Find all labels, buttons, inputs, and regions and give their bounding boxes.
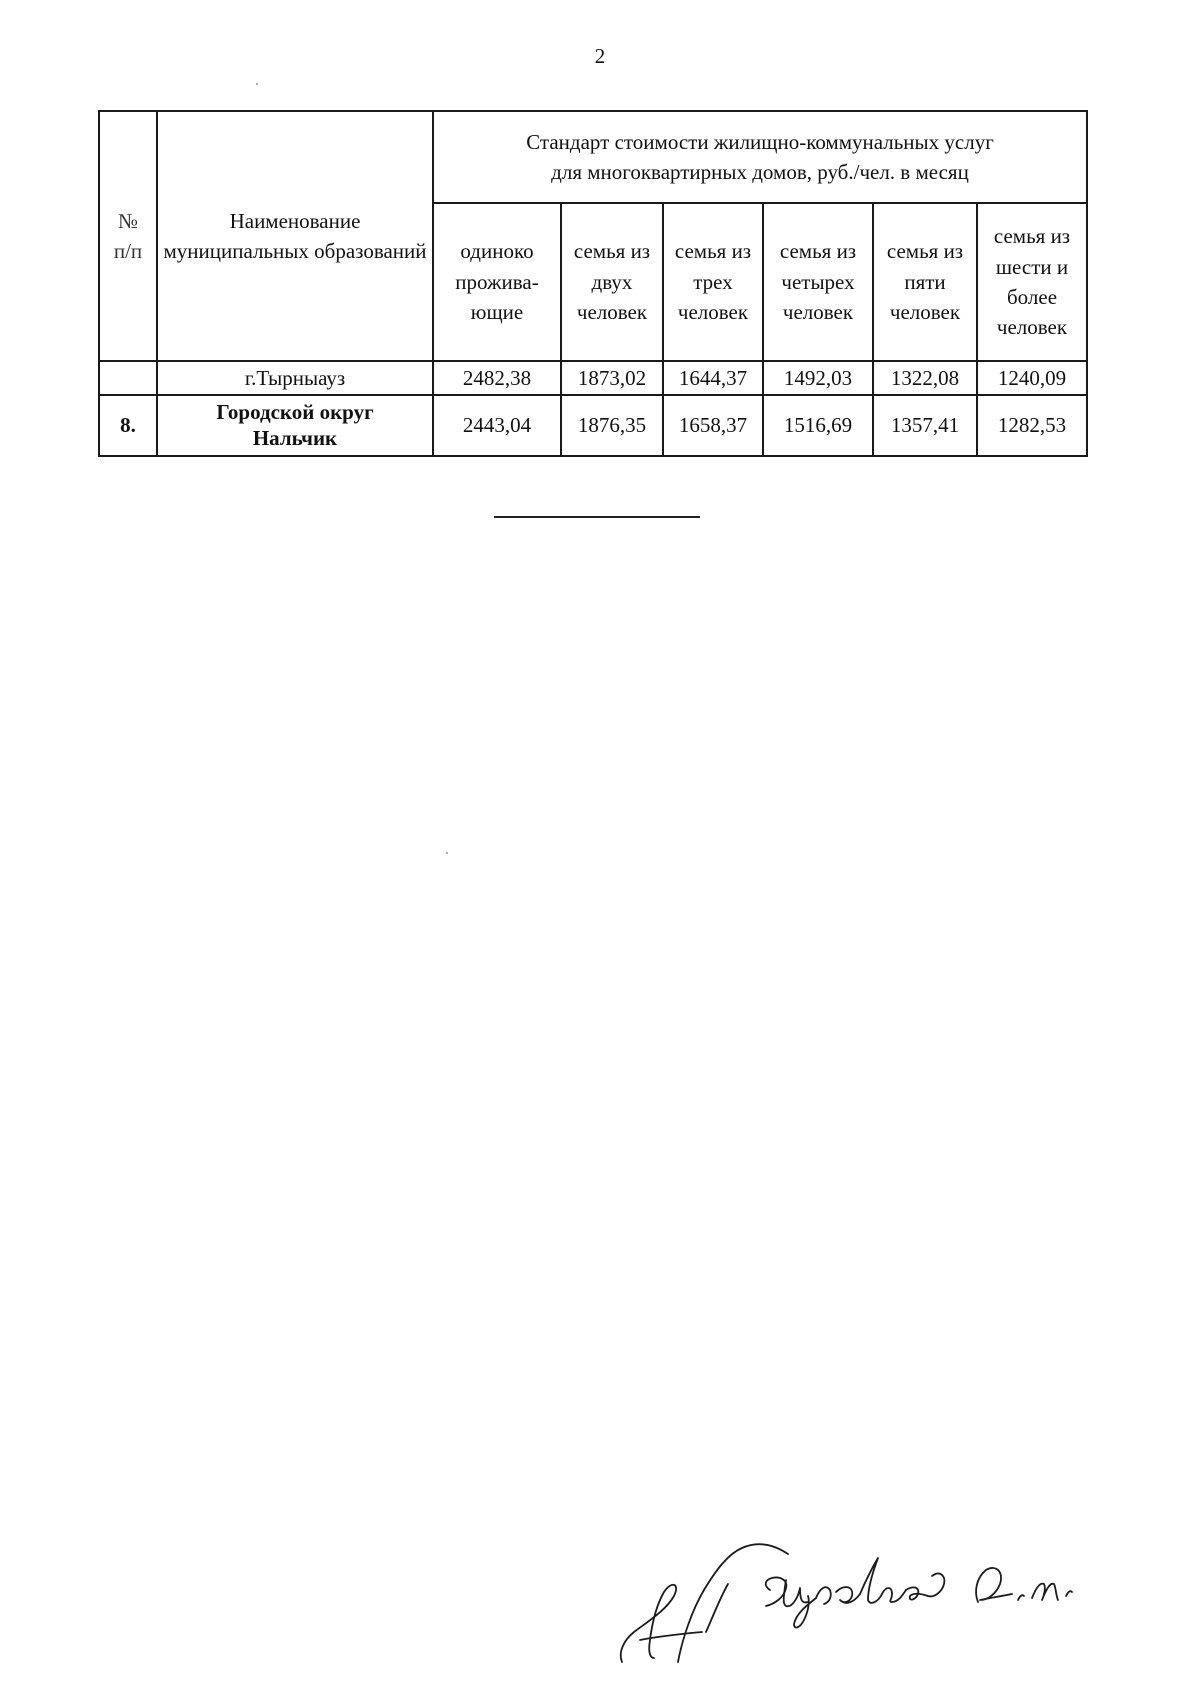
row-name: Городской округ Нальчик (157, 395, 433, 456)
table-row (99, 361, 1087, 395)
value-cell: 1322,08 (873, 361, 977, 395)
value-cell: 1876,35 (561, 395, 663, 456)
page-number: 2 (594, 44, 606, 68)
header-col-family-3: семья из трех человек (663, 203, 763, 361)
value-cell: 1282,53 (977, 395, 1087, 456)
header-col-single: одиноко прожива- ющие (433, 203, 561, 361)
housing-cost-standard-table (98, 110, 1088, 457)
value-cell: 1240,09 (977, 361, 1087, 395)
header-col-family-2: семья из двух человек (561, 203, 663, 361)
handwritten-signature (610, 1540, 1130, 1690)
value-cell: 1658,37 (663, 395, 763, 456)
value-cell: 1873,02 (561, 361, 663, 395)
scan-speck (446, 852, 448, 854)
header-number: № п/п (99, 111, 157, 361)
value-cell: 1357,41 (873, 395, 977, 456)
separator-line (494, 516, 700, 518)
header-col-family-6plus: семья из шести и более человек (977, 203, 1087, 361)
value-cell: 1516,69 (763, 395, 873, 456)
value-cell: 1644,37 (663, 361, 763, 395)
header-cost-standard: Стандарт стоимости жилищно-коммунальных услуг для многоквартирных домов, руб./чел. в месяц (433, 111, 1087, 203)
header-municipality-name: Наименование муниципальных образований (157, 111, 433, 361)
value-cell: 1492,03 (763, 361, 873, 395)
header-col-family-5: семья из пяти человек (873, 203, 977, 361)
scan-speck (256, 83, 258, 85)
value-cell: 2443,04 (433, 395, 561, 456)
row-number (99, 361, 157, 395)
row-name: г.Тырныауз (157, 361, 433, 395)
row-number: 8. (99, 395, 157, 456)
table-row (99, 395, 1087, 456)
value-cell: 2482,38 (433, 361, 561, 395)
header-col-family-4: семья из четырех человек (763, 203, 873, 361)
